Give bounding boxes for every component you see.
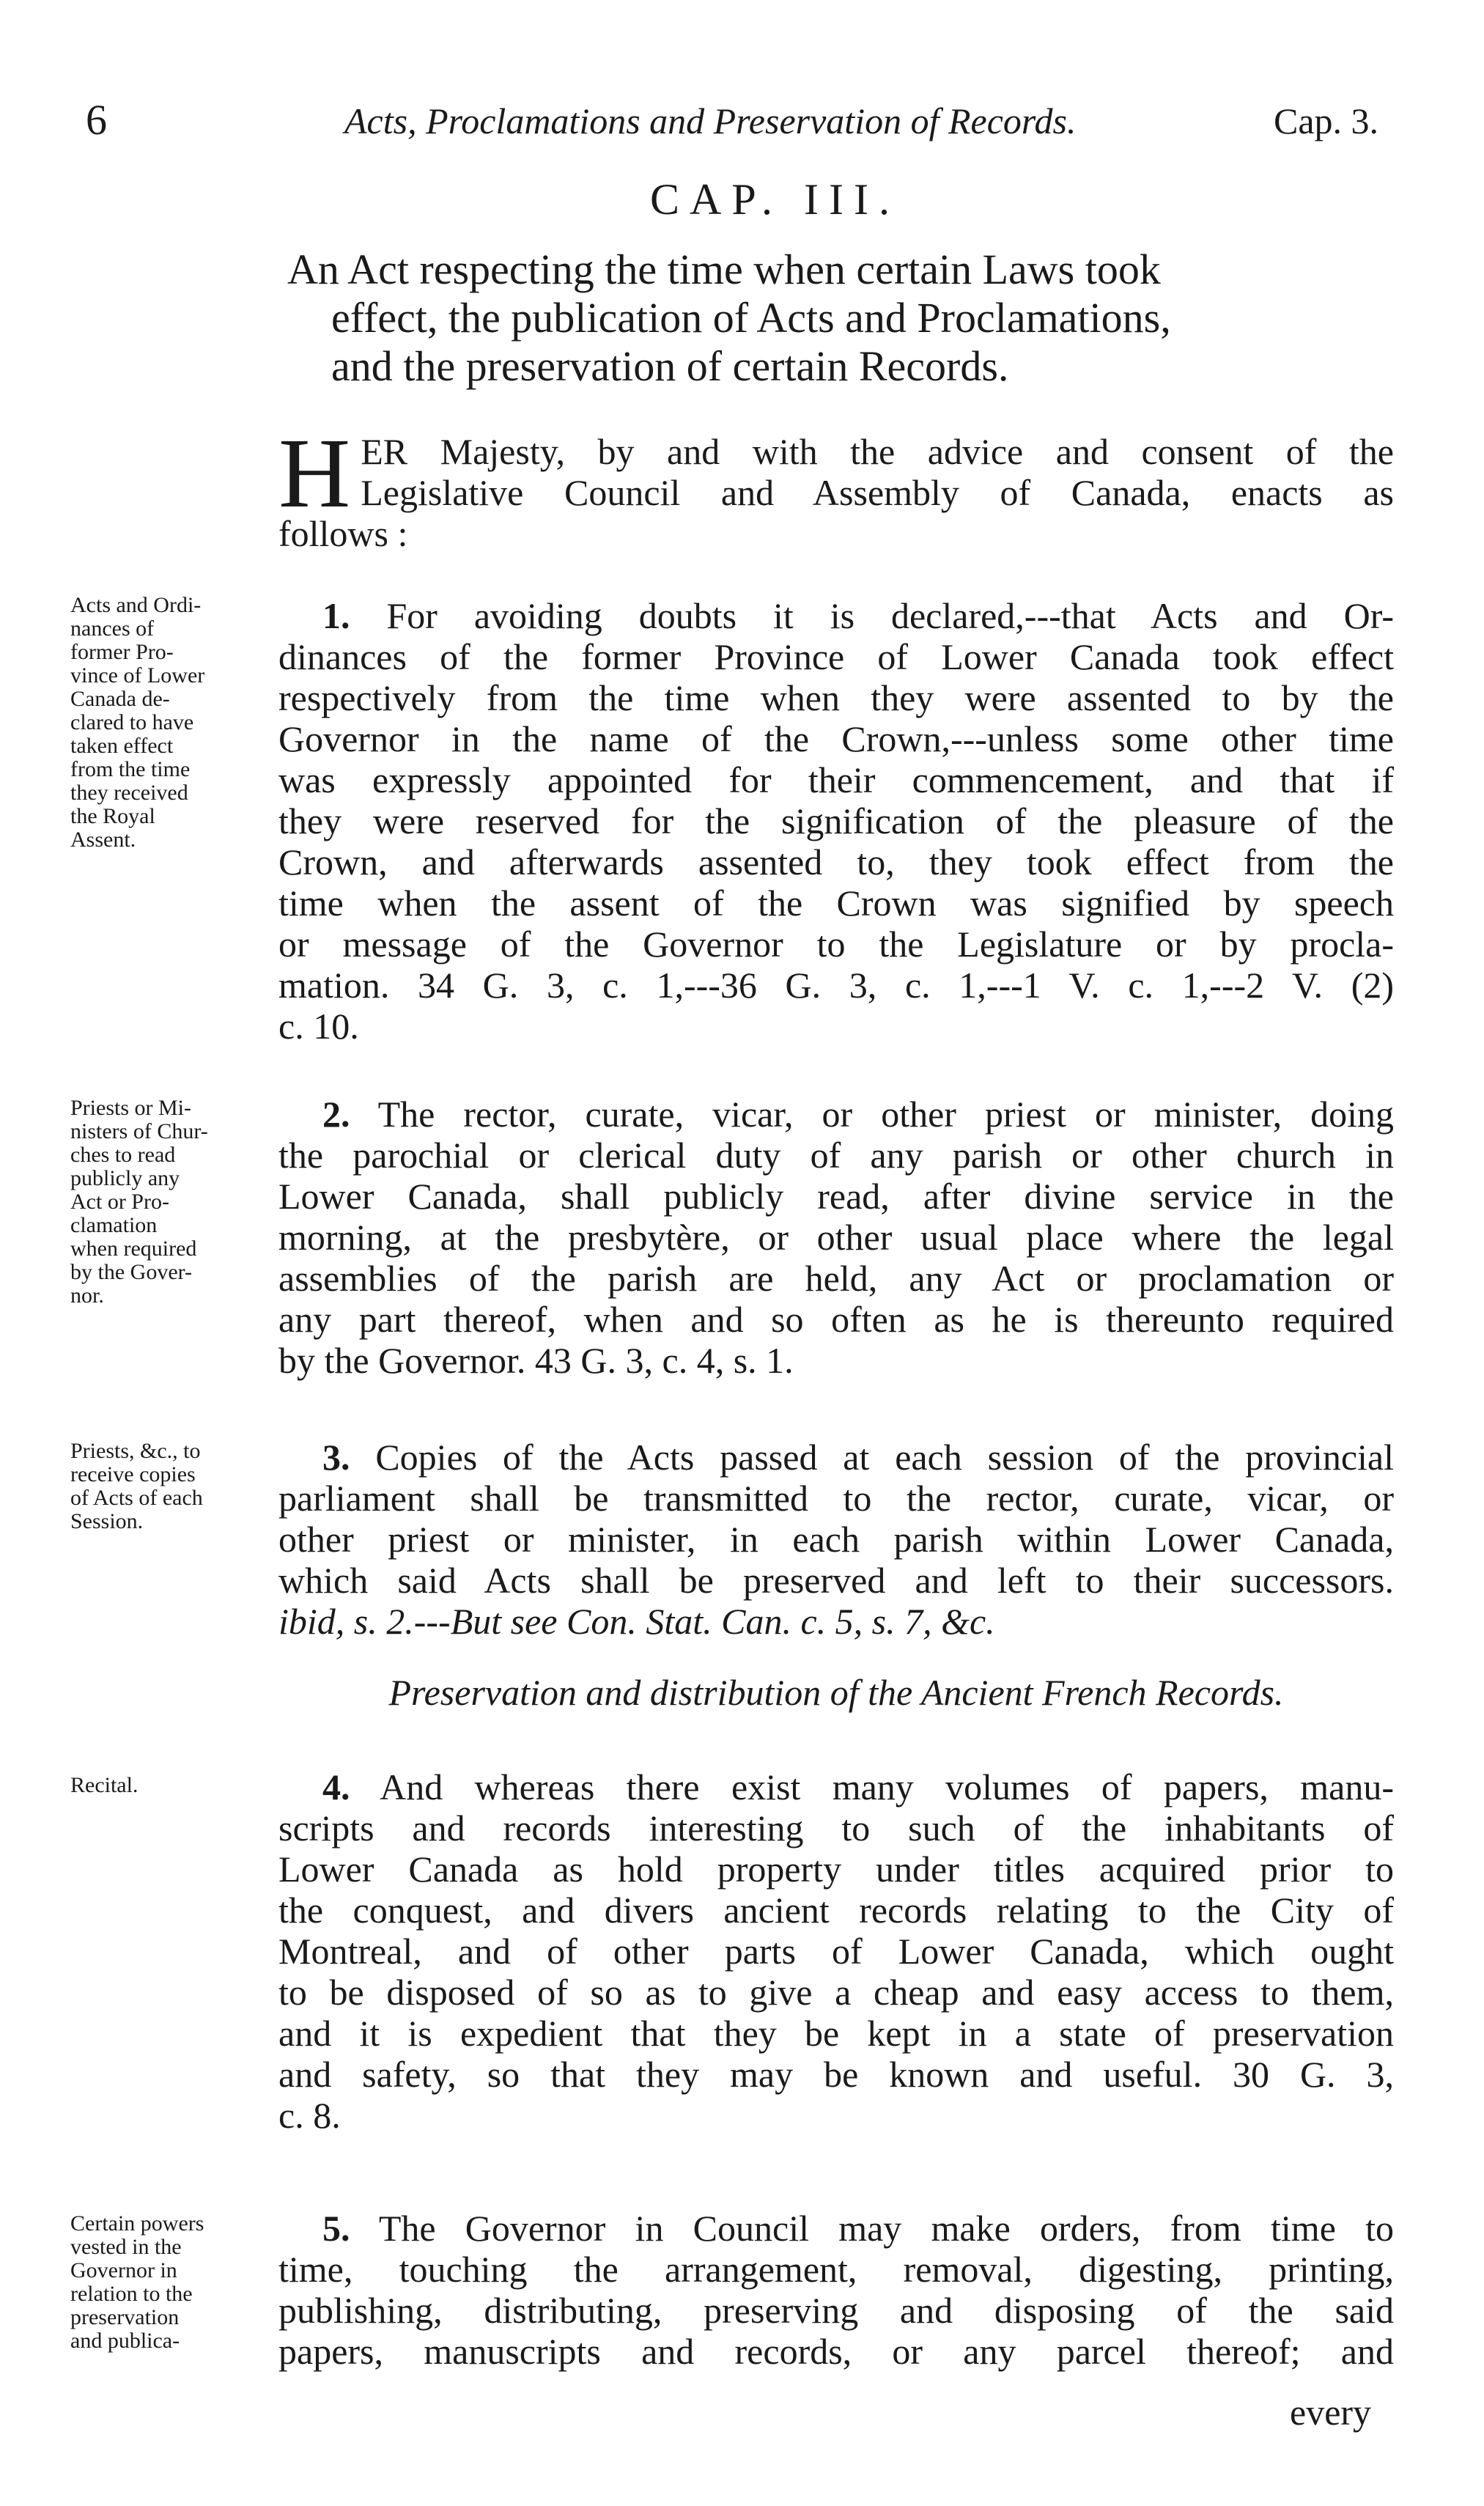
preamble [278,419,1394,554]
text-line: Legislative Council and Assembly of Canada, enacts as [361,472,1394,513]
drop-cap: H [278,419,351,528]
text-line: Lower Canada, shall publicly read, after divine service in the [278,1176,1394,1217]
section-5 [278,2208,1394,2372]
act-title [287,246,1401,391]
section-number: 3. [322,1437,350,1478]
text-line: Montreal, and of other parts of Lower Canada, which ought [278,1931,1394,1972]
text-line: by the Governor. 43 G. 3, c. 4, s. 1. [278,1340,794,1381]
sidenote-line: publicly any [70,1166,180,1190]
sidenote-line: by the Gover- [70,1260,193,1284]
sidenote-section-4 [70,1774,277,1797]
text-line: and safety, so that they may be known and useful. 30 G. 3, [278,2054,1394,2095]
text-line: time, touching the arrangement, removal, digesting, printing, [278,2249,1394,2290]
section-4 [278,1766,1394,2136]
chapter-heading: CAP. III. [649,175,900,224]
act-title-line: and the preservation of certain Records. [331,342,1009,390]
sidenote-line: Acts and Ordi- [70,593,202,617]
text-line [278,1437,1394,1478]
text-line: morning, at the presbytère, or other usual place where the legal [278,1217,1394,1258]
text-line [278,2208,1394,2249]
sidenote-line: Recital. [70,1773,139,1797]
text-line: to be disposed of so as to give a cheap and easy access to them, [278,1972,1394,2013]
text-line: c. 10. [278,1006,359,1047]
section-number: 1. [322,595,350,636]
text-line: the conquest, and divers ancient records relating to the City of [278,1890,1394,1931]
text-line: ER Majesty, by and with the advice and consent of the [361,431,1394,472]
text-line [278,595,1394,636]
text-line: the parochial or clerical duty of any parish or other church in [278,1135,1394,1176]
text-line: Lower Canada as hold property under titles acquired prior to [278,1849,1394,1890]
text-line: and it is expedient that they be kept in a state of preservation [278,2013,1394,2054]
text-line: respectively from the time when they were assented to by the [278,677,1394,718]
text-line: Governor in the name of the Crown,---unless some other time [278,718,1394,759]
text-line: they were reserved for the signification of the pleasure of the [278,800,1394,841]
running-chapter: Cap. 3. [1274,100,1379,141]
text-line: publishing, distributing, preserving and disposing of the said [278,2290,1394,2331]
text-line: follows : [278,513,408,554]
sidenote-line: Assent. [70,828,136,852]
text-line: dinances of the former Province of Lower Canada took effect [278,636,1394,677]
text-line: any part thereof, when and so often as he is thereunto required [278,1299,1394,1340]
sidenote-line: vested in the [70,2235,182,2259]
text-span: And whereas there exist many volumes of papers, manu- [380,1766,1394,1807]
sidenote-line: clared to have [70,710,194,734]
text-span: The Governor in Council may make orders, from time to [378,2208,1394,2249]
sidenote-line: receive copies [70,1462,196,1486]
sidenote-line: of Acts of each [70,1486,203,1510]
sidenote-line: vince of Lower [70,663,205,688]
sidenote-line: Governor in [70,2258,177,2282]
sidenote-line: Act or Pro- [70,1190,169,1214]
text-line: scripts and records interesting to such of the inhabitants of [278,1807,1394,1849]
text-line: other priest or minister, in each parish within Lower Canada, [278,1519,1394,1560]
section-2 [278,1094,1394,1381]
text-span: Copies of the Acts passed at each session of the provincial [375,1437,1394,1478]
section-3 [278,1437,1394,1642]
sidenote-line: nor. [70,1283,104,1308]
sidenote-section-5 [70,2212,277,2353]
sidenote-section-1 [70,594,277,852]
sidenote-line: preservation [70,2305,180,2329]
sidenote-line: Priests, &c., to [70,1439,201,1463]
text-line: which said Acts shall be preserved and left to their successors. [278,1560,1394,1601]
sidenote-line: relation to the [70,2282,193,2306]
section-number: 2. [322,1094,350,1135]
catchword: every [1290,2392,1372,2433]
sidenote-line: nisters of Chur- [70,1119,208,1143]
text-line: mation. 34 G. 3, c. 1,---36 G. 3, c. 1,---1 V. c. 1,---2 V. (2) [278,965,1394,1006]
running-title: Acts, Proclamations and Preservation of Records. [344,100,1077,141]
sidenote-section-2 [70,1097,277,1308]
section-subheading: Preservation and distribution of the Ancient French Records. [388,1672,1284,1713]
sidenote-line: when required [70,1237,197,1261]
sidenote-line: they received [70,781,188,805]
page-number: 6 [86,96,107,144]
act-title-line: An Act respecting the time when certain Laws took [287,246,1161,293]
sidenote-line: nances of [70,616,155,641]
sidenote-line: ches to read [70,1143,176,1167]
sidenote-line: and publica- [70,2329,180,2353]
text-line [278,1094,1394,1135]
sidenote-line: Session. [70,1509,144,1533]
sidenote-line: the Royal [70,804,155,828]
act-title-line: effect, the publication of Acts and Proclamations, [331,294,1171,342]
text-span: For avoiding doubts it is declared,---that Acts and Or- [386,595,1395,636]
text-line: time when the assent of the Crown was signified by speech [278,882,1394,924]
text-line: papers, manuscripts and records, or any parcel thereof; and [278,2331,1394,2372]
text-line: was expressly appointed for their commencement, and that if [278,759,1394,800]
text-line: ibid, s. 2.---But see Con. Stat. Can. c. 5, s. 7, &c. [278,1601,995,1642]
text-line: c. 8. [278,2095,341,2136]
sidenote-line: Canada de- [70,687,170,711]
sidenote-line: Certain powers [70,2211,204,2236]
section-1 [278,595,1394,1047]
sidenote-line: taken effect [70,734,174,758]
sidenote-line: clamation [70,1213,158,1237]
text-line: Crown, and afterwards assented to, they took effect from the [278,841,1394,882]
sidenote-section-3 [70,1440,277,1533]
sidenote-line: former Pro- [70,640,174,664]
text-line [278,1766,1394,1807]
text-line: assemblies of the parish are held, any Act or proclamation or [278,1258,1394,1299]
section-number: 5. [322,2208,350,2249]
text-span: The rector, curate, vicar, or other priest or minister, doing [377,1094,1394,1135]
sidenote-line: Priests or Mi- [70,1096,191,1120]
section-number: 4. [322,1766,350,1807]
text-line: parliament shall be transmitted to the rector, curate, vicar, or [278,1478,1394,1519]
sidenote-line: from the time [70,757,191,781]
text-line: or message of the Governor to the Legislature or by procla- [278,924,1394,965]
